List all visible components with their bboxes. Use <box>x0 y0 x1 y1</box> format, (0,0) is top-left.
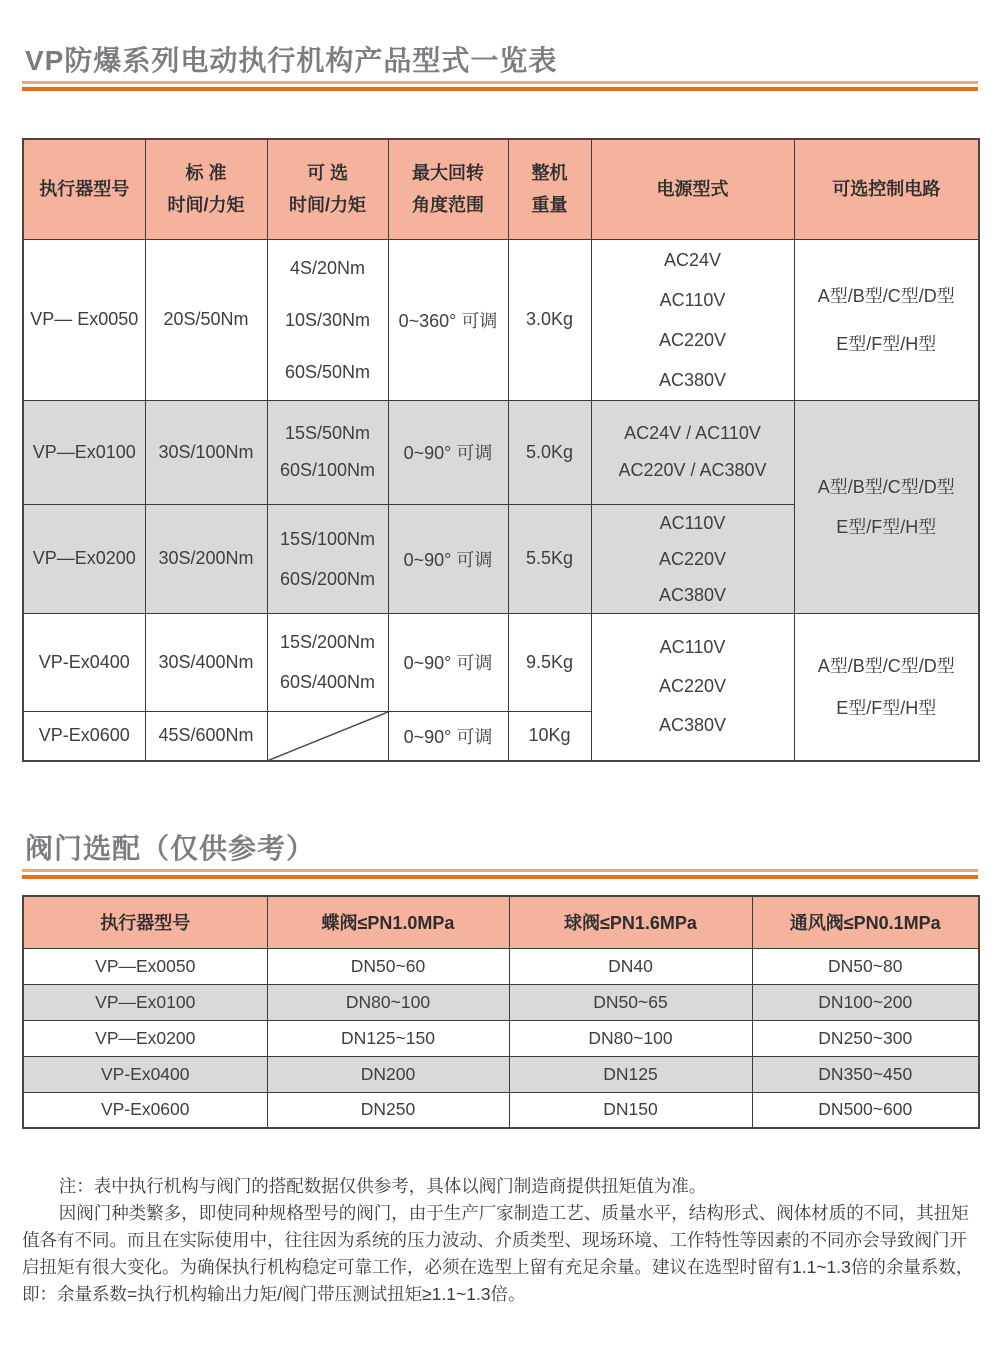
header-standard-time-torque: 标 准 时间/力矩 <box>145 139 267 239</box>
cell-angle: 0~90° 可调 <box>388 400 508 504</box>
spec-row-ex0100 <box>23 400 979 504</box>
cell-ball: DN80~100 <box>509 1020 752 1056</box>
header-total-weight: 整机 重量 <box>508 139 591 239</box>
cell-optional: 4S/20Nm 10S/30Nm 60S/50Nm <box>267 239 388 400</box>
page-title: VP防爆系列电动执行机构产品型式一览表 <box>25 45 558 76</box>
header-model: 执行器型号 <box>23 896 267 948</box>
cell-control-merged: A型/B型/C型/D型 E型/F型/H型 <box>794 613 979 761</box>
valve-row-ex0200 <box>23 1020 979 1056</box>
cell-butterfly: DN50~60 <box>267 948 509 984</box>
cell-vent: DN350~450 <box>752 1056 979 1092</box>
cell-standard: 30S/200Nm <box>145 504 267 613</box>
cell-optional-empty <box>267 711 388 761</box>
cell-power-merged: AC110V AC220V AC380V <box>591 613 794 761</box>
cell-optional: 15S/200Nm 60S/400Nm <box>267 613 388 711</box>
valve-row-ex0050 <box>23 948 979 984</box>
cell-ball: DN125 <box>509 1056 752 1092</box>
cell-model: VP-Ex0600 <box>23 711 145 761</box>
cell-ball: DN40 <box>509 948 752 984</box>
cell-control-merged: A型/B型/C型/D型 E型/F型/H型 <box>794 400 979 613</box>
cell-angle: 0~90° 可调 <box>388 504 508 613</box>
spec-header-row <box>23 139 979 239</box>
cell-angle: 0~360° 可调 <box>388 239 508 400</box>
cell-model: VP—Ex0100 <box>23 400 145 504</box>
cell-standard: 30S/400Nm <box>145 613 267 711</box>
cell-power: AC24V / AC110V AC220V / AC380V <box>591 400 794 504</box>
cell-weight: 9.5Kg <box>508 613 591 711</box>
cell-vent: DN250~300 <box>752 1020 979 1056</box>
cell-standard: 45S/600Nm <box>145 711 267 761</box>
valve-row-ex0100 <box>23 984 979 1020</box>
valve-matching-table <box>22 895 980 1129</box>
cell-model: VP-Ex0600 <box>23 1092 267 1128</box>
valve-header-row <box>23 896 979 948</box>
underline-dark-bar <box>22 875 978 879</box>
cell-model: VP-Ex0400 <box>23 1056 267 1092</box>
title-underline <box>22 81 978 91</box>
header-butterfly-valve: 蝶阀≤PN1.0MPa <box>267 896 509 948</box>
cell-standard: 30S/100Nm <box>145 400 267 504</box>
note-line: 注：表中执行机构与阀门的搭配数据仅供参考，具体以阀门制造商提供扭矩值为准。 <box>58 1176 707 1196</box>
header-power-type: 电源型式 <box>591 139 794 239</box>
header-ball-valve: 球阀≤PN1.6MPa <box>509 896 752 948</box>
spec-row-ex0400 <box>23 613 979 711</box>
cell-butterfly: DN200 <box>267 1056 509 1092</box>
header-vent-valve: 通风阀≤PN0.1MPa <box>752 896 979 948</box>
note-paragraph: 因阀门种类繁多，即使同种规格型号的阀门，由于生产厂家制造工艺、质量水平，结构形式、阀体材质的不同，其扭矩值各有不同。而且在实际使用中，往往因为系统的压力波动、介质类型、现场环境、工作特性等因素的不同亦会导致阀门开启扭矩有很大变化。为确保执行机构稳定可靠工作，必须在选型上留有充足余量。建议在选型时留有1.1~1.3倍的余量系数，即：余量系数=执行机构输出力矩/阀门带压测试扭矩≥1.1~1.3倍。 <box>22 1203 974 1304</box>
cell-model: VP—Ex0200 <box>23 504 145 613</box>
cell-angle: 0~90° 可调 <box>388 711 508 761</box>
cell-model: VP— Ex0050 <box>23 239 145 400</box>
valve-row-ex0400 <box>23 1056 979 1092</box>
cell-model: VP—Ex0100 <box>23 984 267 1020</box>
cell-ball: DN50~65 <box>509 984 752 1020</box>
header-optional-time-torque: 可 选 时间/力矩 <box>267 139 388 239</box>
cell-optional: 15S/50Nm 60S/100Nm <box>267 400 388 504</box>
cell-butterfly: DN125~150 <box>267 1020 509 1056</box>
spec-row-ex0050 <box>23 239 979 400</box>
cell-model: VP—Ex0050 <box>23 948 267 984</box>
cell-weight: 3.0Kg <box>508 239 591 400</box>
valve-row-ex0600 <box>23 1092 979 1128</box>
cell-vent: DN500~600 <box>752 1092 979 1128</box>
cell-model: VP—Ex0200 <box>23 1020 267 1056</box>
cell-weight: 10Kg <box>508 711 591 761</box>
cell-angle: 0~90° 可调 <box>388 613 508 711</box>
cell-standard: 20S/50Nm <box>145 239 267 400</box>
actuator-spec-table <box>22 138 980 762</box>
cell-weight: 5.0Kg <box>508 400 591 504</box>
cell-ball: DN150 <box>509 1092 752 1128</box>
cell-control: A型/B型/C型/D型 E型/F型/H型 <box>794 239 979 400</box>
diagonal-line <box>268 712 388 761</box>
header-max-rotation-range: 最大回转 角度范围 <box>388 139 508 239</box>
title-underline <box>22 869 978 879</box>
cell-power: AC110V AC220V AC380V <box>591 504 794 613</box>
cell-optional: 15S/100Nm 60S/200Nm <box>267 504 388 613</box>
cell-vent: DN50~80 <box>752 948 979 984</box>
cell-weight: 5.5Kg <box>508 504 591 613</box>
cell-vent: DN100~200 <box>752 984 979 1020</box>
footnotes <box>22 1173 978 1308</box>
underline-dark-bar <box>22 87 978 91</box>
cell-model: VP-Ex0400 <box>23 613 145 711</box>
cell-butterfly: DN80~100 <box>267 984 509 1020</box>
header-control-circuit: 可选控制电路 <box>794 139 979 239</box>
valve-section-title: 阀门选配（仅供参考） <box>25 833 316 864</box>
cell-power: AC24V AC110V AC220V AC380V <box>591 239 794 400</box>
header-model: 执行器型号 <box>23 139 145 239</box>
catalog-sheet <box>22 0 978 1308</box>
cell-butterfly: DN250 <box>267 1092 509 1128</box>
